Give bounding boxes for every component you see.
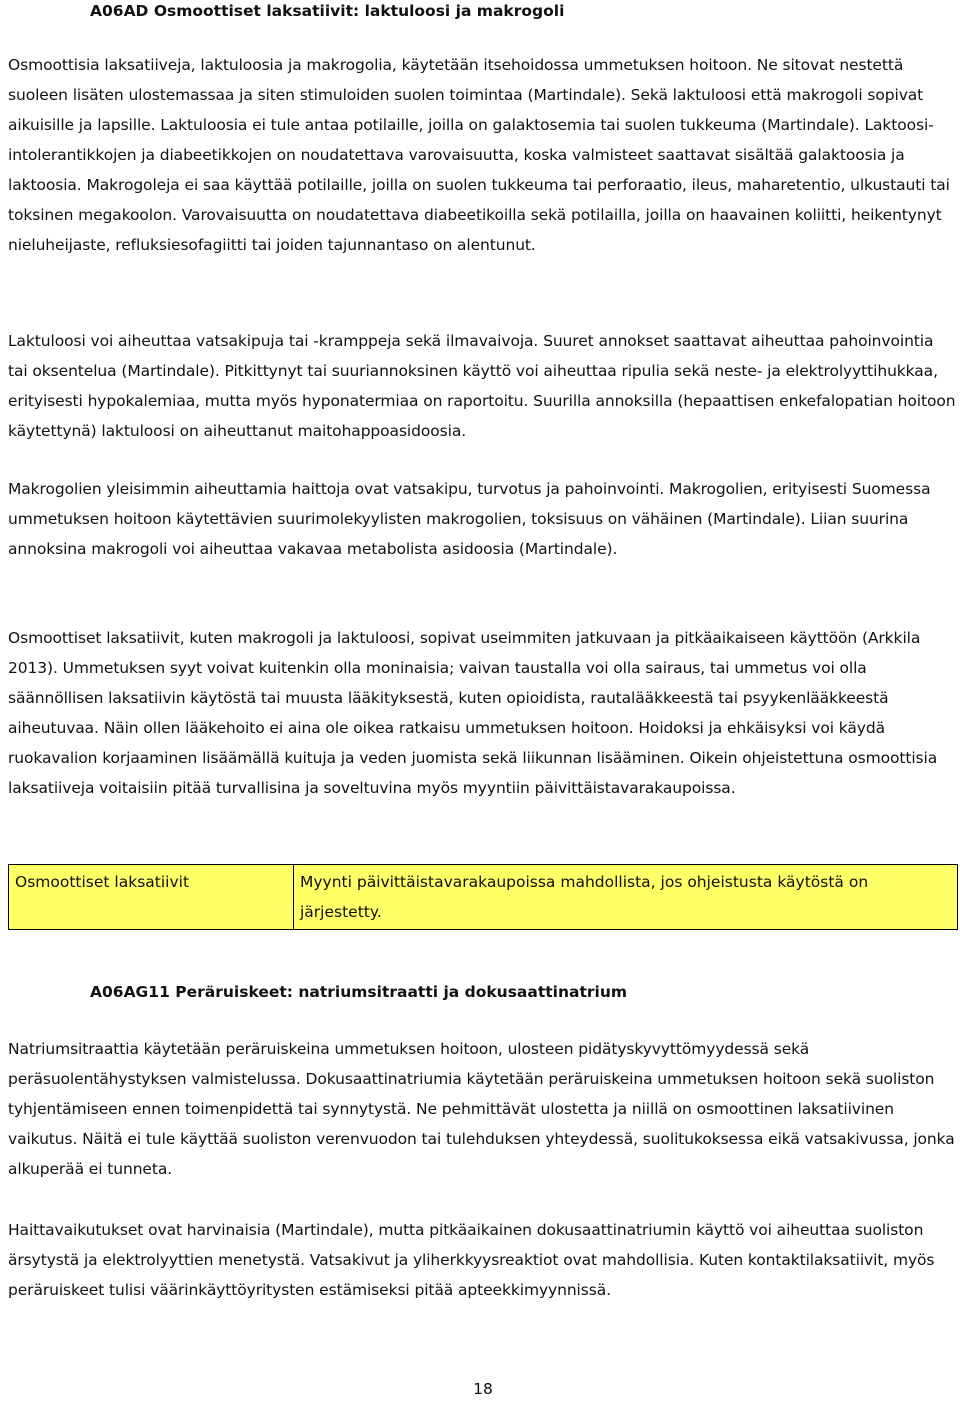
paragraph-enema-intro: Natriumsitraattia käytetään peräruiskeina ummetuksen hoitoon, ulosteen pidätyskyvyttömyydessä sekä peräsuolentähystyksen valmistelussa. Dokusaattinatriumia käytetään peräruiskeina ummetuksen hoitoon sekä suoliston tyhjentämiseen ennen toimenpidettä tai synnytystä. Ne pehmittävät ulostetta ja niillä on osmoottinen laksatiivinen vaikutus. Näitä ei tule käyttää suoliston verenvuodon tai tulehduksen yhteydessä, suolitukoksessa eikä vatsakivussa, jonka alkuperää ei tunneta. [8, 1040, 955, 1178]
table-cell-category: Osmoottiset laksatiivit [9, 865, 294, 930]
table-cell-recommendation: Myynti päivittäistavarakaupoissa mahdollista, jos ohjeistusta käytöstä on järjestetty. [294, 865, 958, 930]
paragraph-enema-adverse-effects: Haittavaikutukset ovat harvinaisia (Martindale), mutta pitkäaikainen dokusaattinatriumin käyttö voi aiheuttaa suoliston ärsytystä ja elektrolyyttien menetystä. Vatsakivut ja yliherkkyysreaktiot ovat mahdollisia. Kuten kontaktilaksatiivit, myös peräruiskeet tulisi väärinkäyttöyritysten estämiseksi pitää apteekkimyynnissä. [8, 1221, 935, 1299]
paragraph-osmotic-suitability: Osmoottiset laksatiivit, kuten makrogoli ja laktuloosi, sopivat useimmiten jatkuvaan ja pitkäaikaiseen käyttöön (Arkkila 2013). Ummetuksen syyt voivat kuitenkin olla moninaisia; vaivan taustalla voi olla sairaus, tai ummetus voi olla säännöllisen laksatiivin käytöstä tai muusta lääkityksestä, kuten opioidista, rautalääkkeestä tai psyykenlääkkeestä aiheutuvaa. Näin ollen lääkehoito ei aina ole oikea ratkaisu ummetuksen hoitoon. Hoidoksi ja ehkäisyksi voi käydä ruokavalion korjaaminen lisäämällä kuituja ja veden juomista sekä liikunnan lisääminen. Oikein ohjeistettuna osmoottisia laksatiiveja voitaisiin pitää turvallisina ja soveltuvina myös myyntiin päivittäistavarakaupoissa. [8, 629, 938, 797]
paragraph-macrogol-adverse-effects: Makrogolien yleisimmin aiheuttamia haittoja ovat vatsakipu, turvotus ja pahoinvointi. Makrogolien, erityisesti Suomessa ummetuksen hoitoon käytettävien suurimolekyylisten makrogolien, toksisuus on vähäinen (Martindale). Liian suurina annoksina makrogoli voi aiheuttaa vakavaa metabolista asidoosia (Martindale). [8, 480, 931, 558]
section-heading-enemas: A06AG11 Peräruiskeet: natriumsitraatti ja dokusaattinatrium [90, 983, 628, 1001]
paragraph-osmotic-intro: Osmoottisia laksatiiveja, laktuloosia ja makrogolia, käytetään itsehoidossa ummetuksen hoitoon. Ne sitovat nestettä suoleen lisäten ulostemassaa ja siten stimuloiden suolen toimintaa (Martindale). Sekä laktuloosi että makrogoli sopivat aikuisille ja lapsille. Laktuloosia ei tule antaa potilaille, joilla on galaktosemia tai suolen tukkeuma (Martindale). Laktoosi-intolerantikkojen ja diabeetikkojen on noudatettava varovaisuutta, koska valmisteet saattavat sisältää galaktoosia ja laktoosia. Makrogoleja ei saa käyttää potilaille, joilla on suolen tukkeuma tai perforaatio, ileus, maharetentio, ulkustauti tai toksinen megakoolon. Varovaisuutta on noudatettava diabeetikoilla sekä potilailla, joilla on haavainen koliitti, heikentynyt nieluheijaste, refluksiesofagiitti tai joiden tajunnantaso on alentunut. [8, 56, 950, 254]
recommendation-table [8, 864, 958, 930]
page-number: 18 [473, 1380, 493, 1398]
table-row [9, 865, 958, 930]
paragraph-lactulose-adverse-effects: Laktuloosi voi aiheuttaa vatsakipuja tai -kramppeja sekä ilmavaivoja. Suuret annokset saattavat aiheuttaa pahoinvointia tai oksentelua (Martindale). Pitkittynyt tai suuriannoksinen käyttö voi aiheuttaa ripulia sekä neste- ja elektrolyyttihukkaa, erityisesti hypokalemiaa, mutta myös hyponatermiaa on raportoitu. Suurilla annoksilla (hepaattisen enkefalopatian hoitoon käytettynä) laktuloosi on aiheuttanut maitohappoasidoosia. [8, 332, 956, 440]
section-heading-osmotic-laxatives: A06AD Osmoottiset laksatiivit: laktuloosi ja makrogoli [90, 2, 565, 20]
